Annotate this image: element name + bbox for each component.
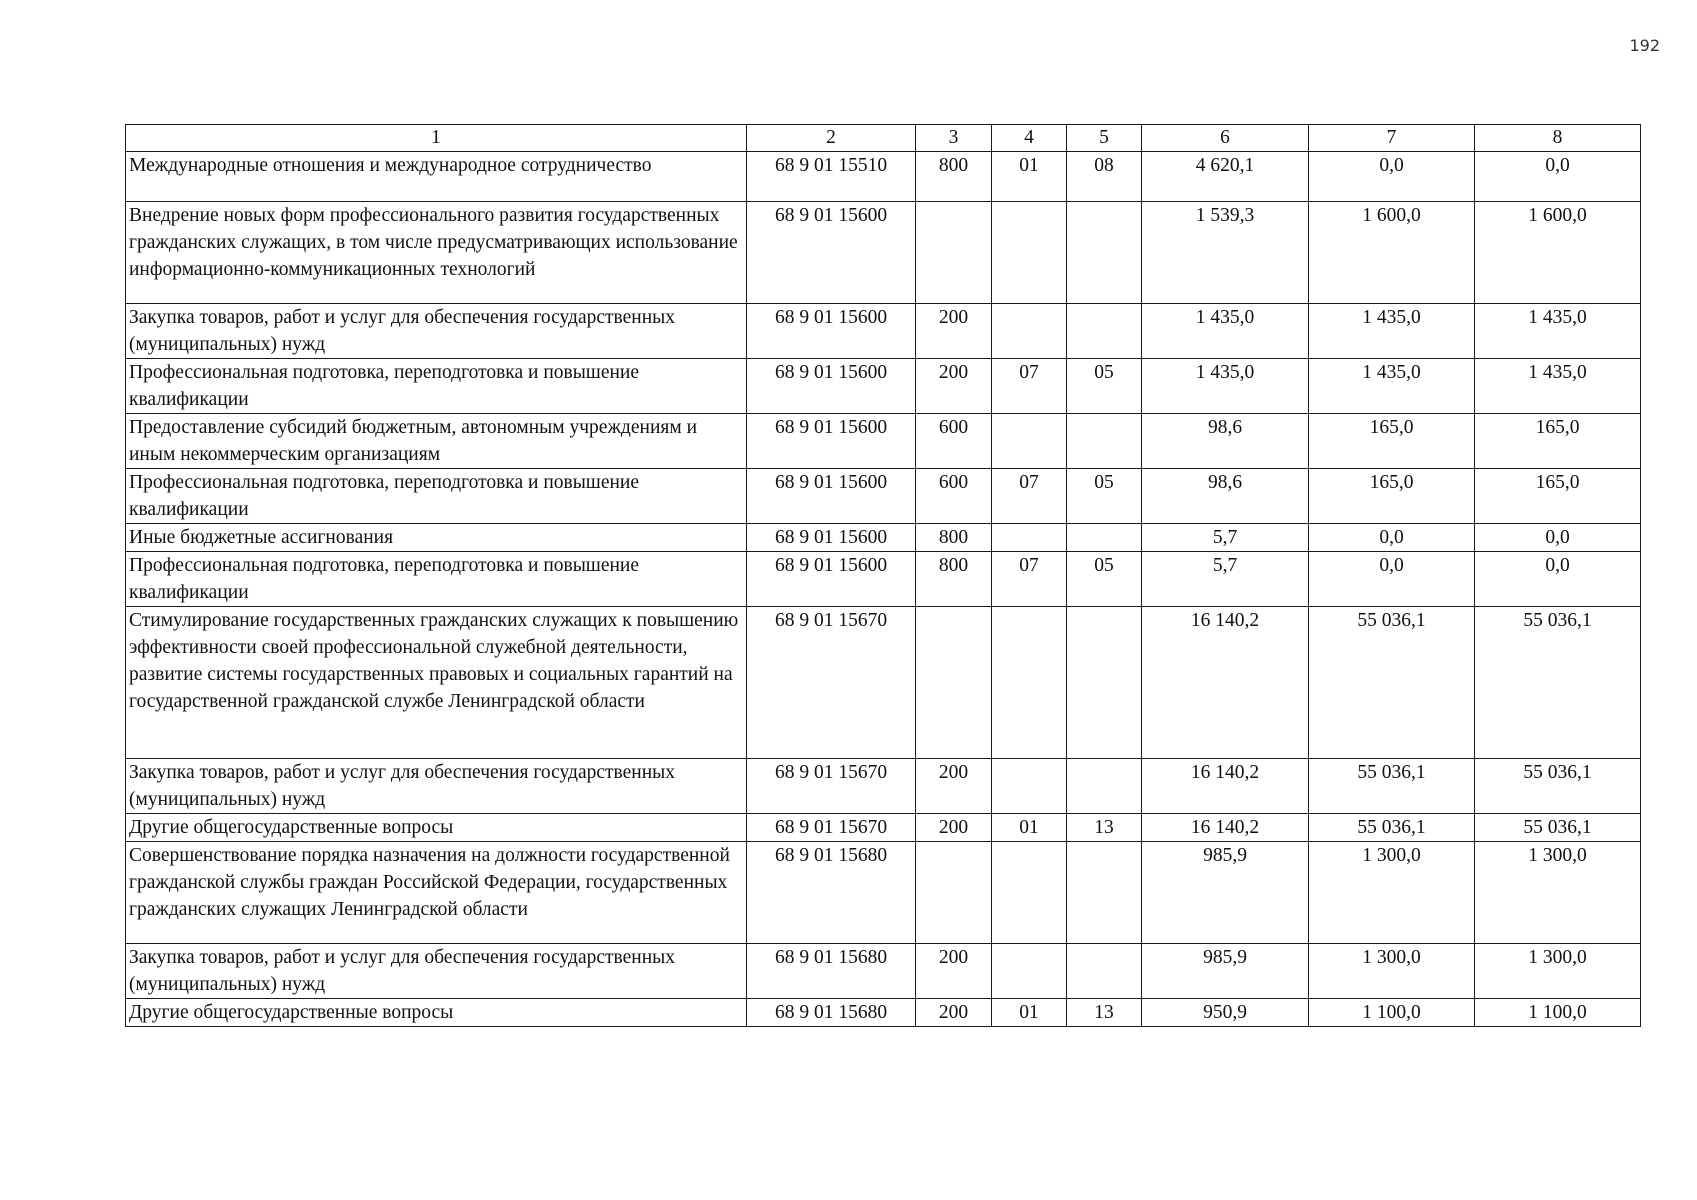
- row-name-cell: Закупка товаров, работ и услуг для обеспечения государственных (муниципальных) нужд: [126, 759, 747, 814]
- row-code-cell: 68 9 01 15670: [747, 607, 916, 759]
- row-code-cell: 68 9 01 15510: [747, 152, 916, 202]
- row-value-6-cell: 98,6: [1142, 414, 1309, 469]
- row-value-7-cell: 1 300,0: [1309, 842, 1475, 944]
- row-value-7-cell: 1 435,0: [1309, 304, 1475, 359]
- row-value-6-cell: 985,9: [1142, 842, 1309, 944]
- header-row: [126, 125, 1641, 152]
- table-row: [126, 304, 1641, 359]
- row-value-8-cell: 55 036,1: [1475, 607, 1641, 759]
- row-section-cell: 07: [992, 552, 1067, 607]
- row-value-6-cell: 98,6: [1142, 469, 1309, 524]
- header-cell: 6: [1142, 125, 1309, 152]
- row-subsection-cell: [1067, 414, 1142, 469]
- row-value-7-cell: 1 300,0: [1309, 944, 1475, 999]
- row-name-cell: Профессиональная подготовка, переподготовка и повышение квалификации: [126, 469, 747, 524]
- row-section-cell: 07: [992, 359, 1067, 414]
- header-cell: 8: [1475, 125, 1641, 152]
- row-name-cell: Другие общегосударственные вопросы: [126, 999, 747, 1027]
- row-name-cell: Профессиональная подготовка, переподготовка и повышение квалификации: [126, 359, 747, 414]
- row-value-6-cell: 5,7: [1142, 524, 1309, 552]
- row-value-7-cell: 0,0: [1309, 152, 1475, 202]
- row-code-cell: 68 9 01 15680: [747, 999, 916, 1027]
- row-code-cell: 68 9 01 15670: [747, 759, 916, 814]
- row-name-cell: Предоставление субсидий бюджетным, автономным учреждениям и иным некоммерческим организациям: [126, 414, 747, 469]
- row-subsection-cell: [1067, 524, 1142, 552]
- header-cell: 4: [992, 125, 1067, 152]
- row-code-cell: 68 9 01 15600: [747, 359, 916, 414]
- row-subsection-cell: [1067, 842, 1142, 944]
- row-code-cell: 68 9 01 15680: [747, 842, 916, 944]
- table-row: [126, 469, 1641, 524]
- row-subsection-cell: 05: [1067, 359, 1142, 414]
- table-row: [126, 202, 1641, 304]
- row-code-cell: 68 9 01 15600: [747, 552, 916, 607]
- row-code-cell: 68 9 01 15600: [747, 414, 916, 469]
- table-row: [126, 524, 1641, 552]
- row-code-cell: 68 9 01 15600: [747, 202, 916, 304]
- page-number: 192: [1629, 36, 1660, 55]
- row-expense-type-cell: [916, 842, 992, 944]
- row-expense-type-cell: 600: [916, 469, 992, 524]
- table-row: [126, 414, 1641, 469]
- row-value-8-cell: 165,0: [1475, 469, 1641, 524]
- row-subsection-cell: 05: [1067, 552, 1142, 607]
- row-value-8-cell: 1 300,0: [1475, 842, 1641, 944]
- row-code-cell: 68 9 01 15600: [747, 524, 916, 552]
- row-name-cell: Закупка товаров, работ и услуг для обеспечения государственных (муниципальных) нужд: [126, 304, 747, 359]
- row-expense-type-cell: 200: [916, 999, 992, 1027]
- row-subsection-cell: [1067, 304, 1142, 359]
- row-subsection-cell: [1067, 944, 1142, 999]
- budget-table: [125, 124, 1641, 1027]
- row-value-8-cell: 55 036,1: [1475, 814, 1641, 842]
- row-section-cell: 07: [992, 469, 1067, 524]
- table-row: [126, 152, 1641, 202]
- row-value-7-cell: 55 036,1: [1309, 759, 1475, 814]
- row-value-8-cell: 0,0: [1475, 524, 1641, 552]
- row-section-cell: [992, 944, 1067, 999]
- row-code-cell: 68 9 01 15600: [747, 304, 916, 359]
- table-row: [126, 359, 1641, 414]
- row-section-cell: [992, 202, 1067, 304]
- row-section-cell: [992, 607, 1067, 759]
- row-code-cell: 68 9 01 15600: [747, 469, 916, 524]
- row-expense-type-cell: 200: [916, 814, 992, 842]
- row-value-7-cell: 1 600,0: [1309, 202, 1475, 304]
- row-name-cell: Внедрение новых форм профессионального развития государственных гражданских служащих, в том числе предусматривающих использование информационно-коммуникационных технологий: [126, 202, 747, 304]
- row-expense-type-cell: [916, 607, 992, 759]
- row-value-6-cell: 1 539,3: [1142, 202, 1309, 304]
- row-value-6-cell: 950,9: [1142, 999, 1309, 1027]
- row-value-6-cell: 16 140,2: [1142, 759, 1309, 814]
- table-row: [126, 607, 1641, 759]
- header-cell: 5: [1067, 125, 1142, 152]
- row-expense-type-cell: 800: [916, 552, 992, 607]
- row-value-7-cell: 0,0: [1309, 524, 1475, 552]
- header-cell: 2: [747, 125, 916, 152]
- row-section-cell: [992, 414, 1067, 469]
- row-section-cell: 01: [992, 814, 1067, 842]
- row-value-7-cell: 55 036,1: [1309, 607, 1475, 759]
- row-value-6-cell: 985,9: [1142, 944, 1309, 999]
- row-value-8-cell: 1 100,0: [1475, 999, 1641, 1027]
- row-value-6-cell: 1 435,0: [1142, 359, 1309, 414]
- row-subsection-cell: [1067, 759, 1142, 814]
- row-section-cell: [992, 842, 1067, 944]
- row-code-cell: 68 9 01 15680: [747, 944, 916, 999]
- row-section-cell: [992, 759, 1067, 814]
- row-subsection-cell: 13: [1067, 814, 1142, 842]
- header-cell: 3: [916, 125, 992, 152]
- table-row: [126, 842, 1641, 944]
- row-name-cell: Другие общегосударственные вопросы: [126, 814, 747, 842]
- row-name-cell: Совершенствование порядка назначения на должности государственной гражданской службы граждан Российской Федерации, государственных гражданских служащих Ленинградской области: [126, 842, 747, 944]
- row-value-8-cell: 165,0: [1475, 414, 1641, 469]
- table-row: [126, 944, 1641, 999]
- row-subsection-cell: [1067, 607, 1142, 759]
- row-subsection-cell: 08: [1067, 152, 1142, 202]
- row-value-6-cell: 1 435,0: [1142, 304, 1309, 359]
- table-row: [126, 814, 1641, 842]
- row-value-8-cell: 1 600,0: [1475, 202, 1641, 304]
- row-expense-type-cell: 600: [916, 414, 992, 469]
- row-value-6-cell: 16 140,2: [1142, 607, 1309, 759]
- table-row: [126, 759, 1641, 814]
- row-value-8-cell: 0,0: [1475, 552, 1641, 607]
- row-name-cell: Иные бюджетные ассигнования: [126, 524, 747, 552]
- header-cell: 7: [1309, 125, 1475, 152]
- row-subsection-cell: 05: [1067, 469, 1142, 524]
- row-subsection-cell: [1067, 202, 1142, 304]
- row-section-cell: [992, 524, 1067, 552]
- row-value-8-cell: 1 300,0: [1475, 944, 1641, 999]
- row-value-7-cell: 55 036,1: [1309, 814, 1475, 842]
- row-value-8-cell: 55 036,1: [1475, 759, 1641, 814]
- row-value-6-cell: 16 140,2: [1142, 814, 1309, 842]
- row-section-cell: 01: [992, 152, 1067, 202]
- row-section-cell: [992, 304, 1067, 359]
- row-expense-type-cell: 800: [916, 152, 992, 202]
- table-row: [126, 999, 1641, 1027]
- row-code-cell: 68 9 01 15670: [747, 814, 916, 842]
- row-value-8-cell: 1 435,0: [1475, 304, 1641, 359]
- row-value-7-cell: 165,0: [1309, 469, 1475, 524]
- row-subsection-cell: 13: [1067, 999, 1142, 1027]
- row-value-6-cell: 4 620,1: [1142, 152, 1309, 202]
- row-name-cell: Профессиональная подготовка, переподготовка и повышение квалификации: [126, 552, 747, 607]
- row-expense-type-cell: 800: [916, 524, 992, 552]
- row-value-8-cell: 1 435,0: [1475, 359, 1641, 414]
- row-value-6-cell: 5,7: [1142, 552, 1309, 607]
- row-value-8-cell: 0,0: [1475, 152, 1641, 202]
- row-expense-type-cell: 200: [916, 304, 992, 359]
- row-section-cell: 01: [992, 999, 1067, 1027]
- row-value-7-cell: 1 100,0: [1309, 999, 1475, 1027]
- row-value-7-cell: 1 435,0: [1309, 359, 1475, 414]
- row-value-7-cell: 165,0: [1309, 414, 1475, 469]
- row-expense-type-cell: 200: [916, 944, 992, 999]
- row-name-cell: Закупка товаров, работ и услуг для обеспечения государственных (муниципальных) нужд: [126, 944, 747, 999]
- table-row: [126, 552, 1641, 607]
- row-name-cell: Стимулирование государственных гражданских служащих к повышению эффективности своей профессиональной служебной деятельности, развитие системы государственных правовых и социальных гарантий на государственной гражданской службе Ленинградской области: [126, 607, 747, 759]
- row-expense-type-cell: [916, 202, 992, 304]
- header-cell: 1: [126, 125, 747, 152]
- row-expense-type-cell: 200: [916, 759, 992, 814]
- row-value-7-cell: 0,0: [1309, 552, 1475, 607]
- row-expense-type-cell: 200: [916, 359, 992, 414]
- row-name-cell: Международные отношения и международное сотрудничество: [126, 152, 747, 202]
